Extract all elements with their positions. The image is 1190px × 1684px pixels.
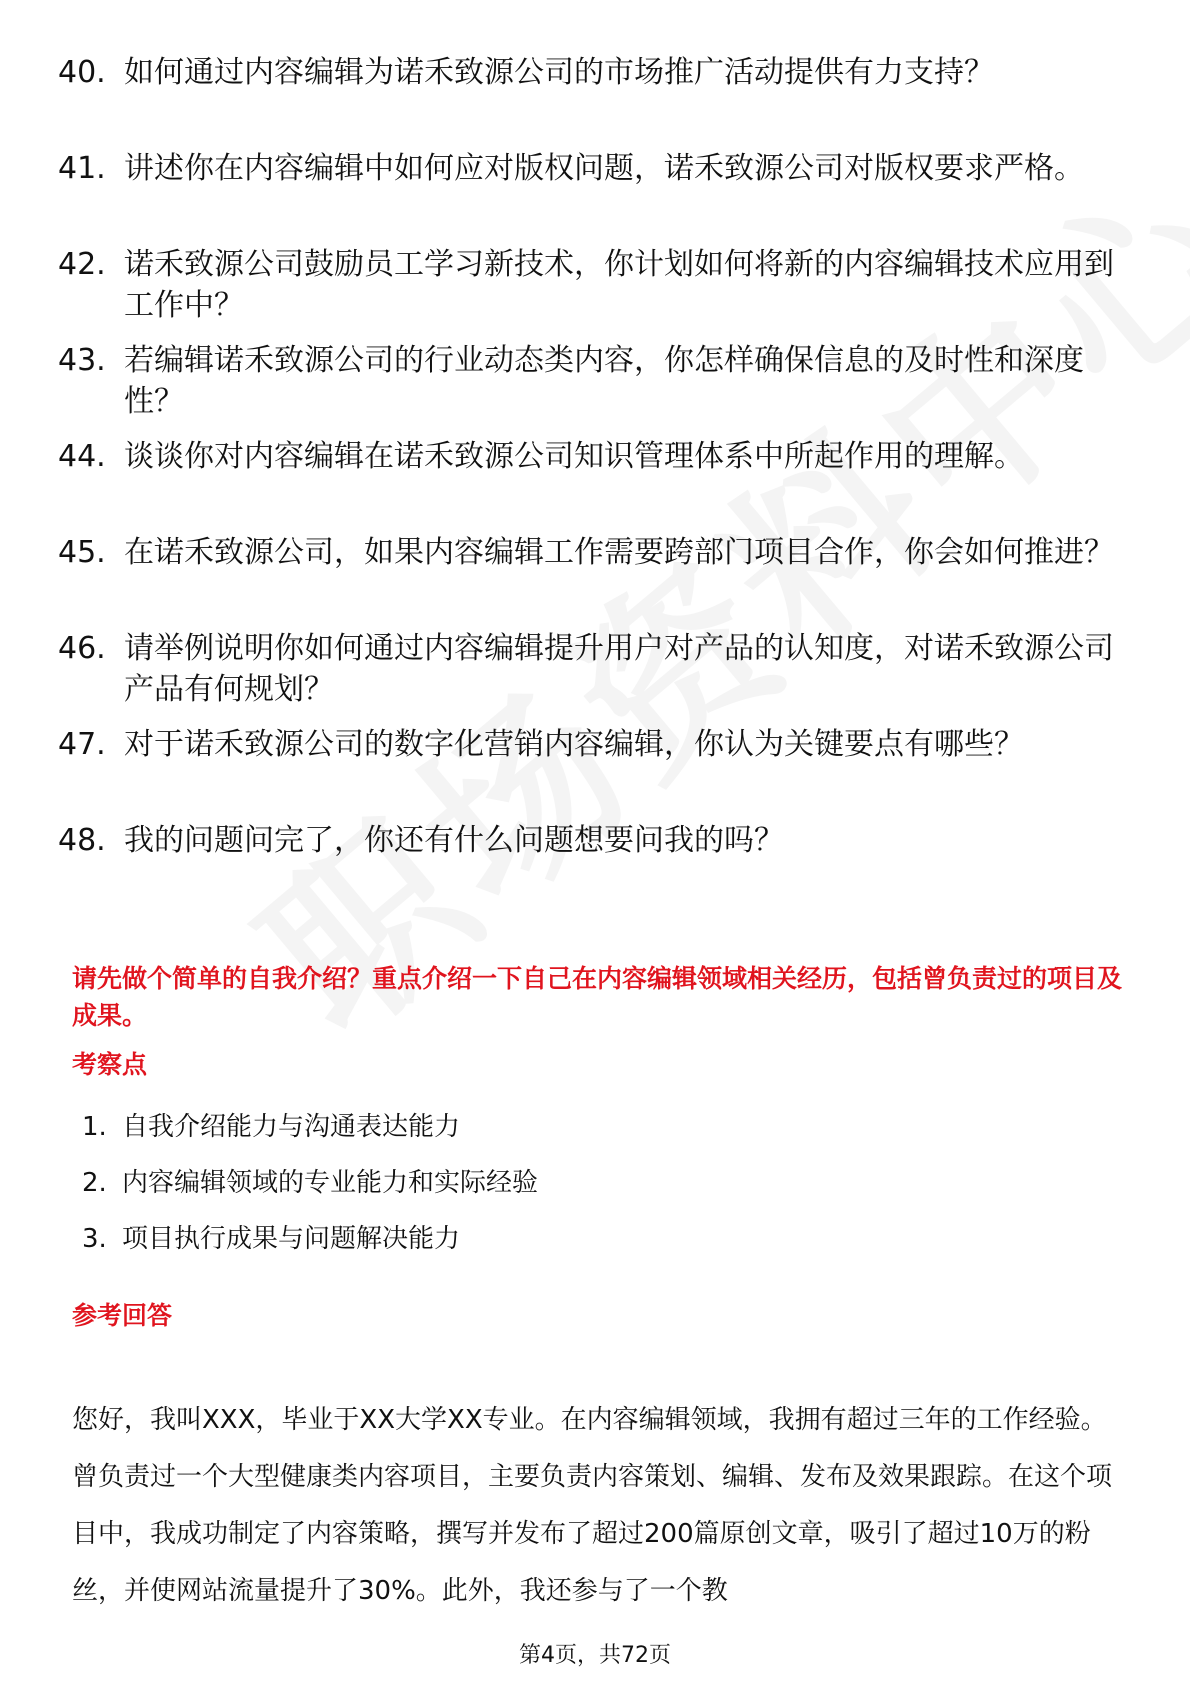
- question-number: 41.: [58, 151, 106, 186]
- question-number: 40.: [58, 55, 106, 90]
- featured-question: 请先做个简单的自我介绍？重点介绍一下自己在内容编辑领域相关经历，包括曾负责过的项目及成果。: [72, 964, 1123, 1030]
- list-item-text: 自我介绍能力与沟通表达能力: [122, 1112, 461, 1142]
- list-item: [82, 1222, 460, 1256]
- exam-points-title: 考察点: [72, 1050, 148, 1079]
- question-text: 谈谈你对内容编辑在诺禾致源公司知识管理体系中所起作用的理解。: [124, 439, 1024, 474]
- list-item-text: 项目执行成果与问题解决能力: [122, 1224, 461, 1254]
- question-text: 我的问题问完了，你还有什么问题想要问我的吗？: [124, 823, 784, 858]
- answer-paragraph: 您好，我叫XXX，毕业于XX大学XX专业。在内容编辑领域，我拥有超过三年的工作经验。曾负责过一个大型健康类内容项目，主要负责内容策划、编辑、发布及效果跟踪。在这个项目中，我成功制定了内容策略，撰写并发布了超过200篇原创文章，吸引了超过10万的粉丝，并使网站流量提升了30%。此外，我还参与了一个教: [72, 1405, 1113, 1606]
- list-item: [82, 1110, 460, 1144]
- question-text: 请举例说明你如何通过内容编辑提升用户对产品的认知度，对诺禾致源公司产品有何规划？: [124, 631, 1114, 707]
- question-text: 讲述你在内容编辑中如何应对版权问题，诺禾致源公司对版权要求严格。: [124, 151, 1084, 186]
- question-number: 45.: [58, 535, 106, 570]
- question-text: 诺禾致源公司鼓励员工学习新技术，你计划如何将新的内容编辑技术应用到工作中？: [124, 247, 1114, 323]
- question-number: 46.: [58, 631, 106, 666]
- list-item-number: 3.: [82, 1224, 107, 1254]
- question-number: 44.: [58, 439, 106, 474]
- question-text: 若编辑诺禾致源公司的行业动态类内容，你怎样确保信息的及时性和深度性？: [124, 343, 1084, 419]
- answer-title: 参考回答: [72, 1301, 173, 1330]
- question-number: 42.: [58, 247, 106, 282]
- question-text: 如何通过内容编辑为诺禾致源公司的市场推广活动提供有力支持？: [124, 55, 994, 90]
- question-number: 48.: [58, 823, 106, 858]
- question-text: 在诺禾致源公司，如果内容编辑工作需要跨部门项目合作，你会如何推进？: [124, 535, 1114, 570]
- list-item-text: 内容编辑领域的专业能力和实际经验: [122, 1168, 539, 1198]
- question-text: 对于诺禾致源公司的数字化营销内容编辑，你认为关键要点有哪些？: [124, 727, 1024, 762]
- page-footer: 第4页，共72页: [519, 1643, 671, 1668]
- list-item-number: 2.: [82, 1168, 107, 1198]
- list-item-number: 1.: [82, 1112, 107, 1142]
- question-number: 47.: [58, 727, 106, 762]
- question-number: 43.: [58, 343, 106, 378]
- list-item: [82, 1166, 538, 1200]
